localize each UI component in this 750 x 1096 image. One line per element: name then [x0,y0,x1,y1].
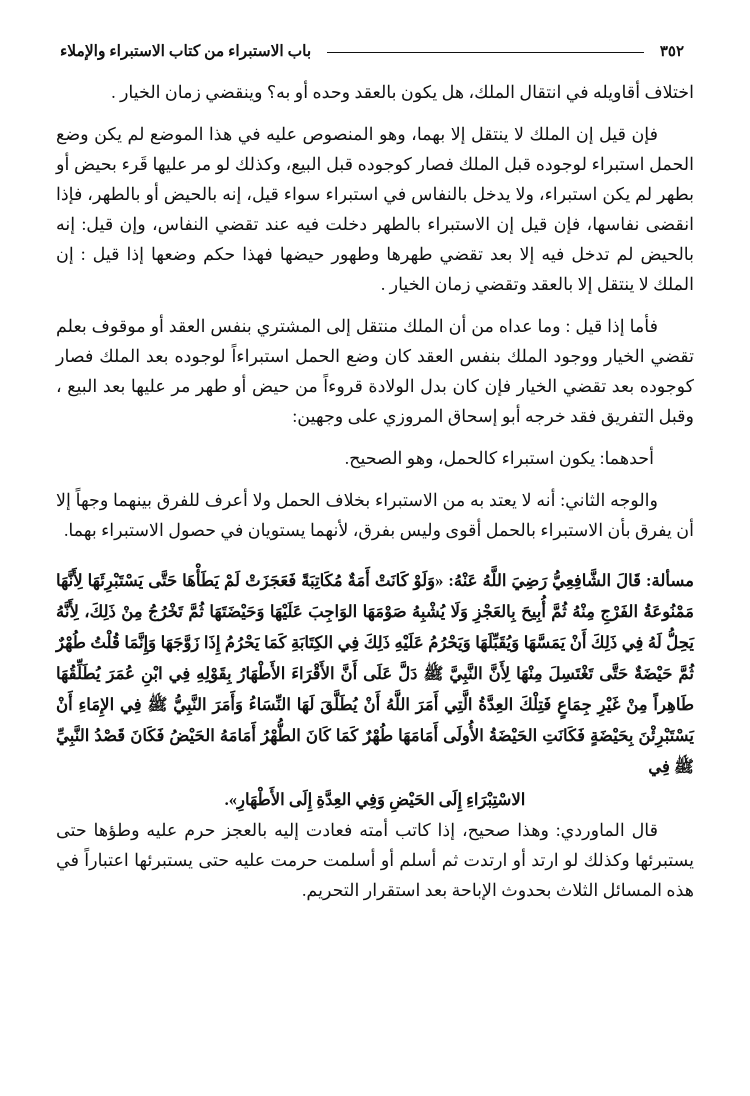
header-divider [327,52,644,53]
paragraph: فأما إذا قيل : وما عداه من أن الملك منتقل إلى المشتري بنفس العقد أو موقوف بعلم تقضي الخيار ووجود الملك بنفس العقد كان وضع الحمل استبراءاً لوجوده بعد الملك فصار كوجوده بعد تقضي الخيار فإن كان بدل الولادة قروءاً من حيض أو طهر مر عليها بعد البيع ، وقبل التفريق فقد خرجه أبو إسحاق المروزي على وجهين: [56,316,694,426]
paragraph: والوجه الثاني: أنه لا يعتد به من الاستبراء بخلاف الحمل ولا أعرف للفرق بينهما وجهاً إلا أن يفرق بأن الاستبراء بالحمل أقوى وليس بفرق، لأنهما يستويان في حصول الاستبراء بهما. [56,490,694,540]
page-header [56,42,694,61]
quote-text: «وَلَوْ كَانَتْ أَمَةٌ مُكَاتِبَةً فَعَجَزَتْ لَمْ يَطَأْهَا حَتَّى يَسْتَبْرِئَهَا لِأَنَّهَا مَمْنُوعَةُ الفَرْجِ مِنْهُ ثُمَّ أُبِيحَ بِالعَجْزِ وَلَا يُشْبِهُ صَوْمَهَا الوَاجِبَ عَلَيْهَا وَحَيْضَتَهَا ثُمَّ تَخْرُجُ مِنْ ذَلِكَ، لِأَنَّهُ يَحِلُّ لَهُ فِي ذَلِكَ أَنْ يَمَسَّهَا وَيُقَبِّلَهَا وَيَحْرُمُ عَلَيْهِ ذَلِكَ فِي الكِتَابَةِ كَمَا يَحْرُمُ إِذَا زَوَّجَهَا وَإِنَّمَا قُلْتُ طُهْرٌ ثُمَّ حَيْضَةٌ حَتَّى تَغْتَسِلَ مِنْهَا لِأَنَّ النَّبِيَّ ﷺ دَلَّ عَلَى أَنَّ الأَقْرَاءَ الأَطْهَارُ بِقَوْلِهِ فِي ابْنِ عُمَرَ يُطَلِّقُهَا طَاهِراً مِنْ غَيْرِ جِمَاعٍ فَتِلْكَ العِدَّةُ الَّتِي أَمَرَ اللَّهُ أَنْ يُطَلَّقَ لَهَا النِّسَاءُ وَأَمَرَ النَّبِيُّ ﷺ فِي الإِمَاءِ أَنْ يَسْتَبْرِئْنَ بِحَيْضَةٍ فَكَانَتِ الحَيْضَةُ الأُولَى أَمَامَهَا طُهْرٌ كَمَا كَانَ الطُّهْرُ أَمَامَهُ الحَيْضُ فَكَانَ قَصْدُ النَّبِيِّ ﷺ فِي [56,571,694,776]
quote-last-line: الاسْتِبْرَاءِ إِلَى الحَيْضِ وَفِي العِدَّةِ إِلَى الأَطْهَارِ». [224,790,526,809]
page-body [56,77,694,905]
quoted-passage [56,565,694,815]
paragraph: أحدهما: يكون استبراء كالحمل، وهو الصحيح. [344,448,654,468]
quote-attribution: مسألة: قَالَ الشَّافِعِيُّ رَضِيَ اللَّهُ عَنْهُ: [448,571,695,590]
paragraph: فإن قيل إن الملك لا ينتقل إلا بهما، وهو المنصوص عليه في هذا الموضع لم يكن وضع الحمل استبراء لوجوده قبل الملك فصار كوجوده قبل البيع، وكذلك لو مر عليها قَرء بحيض أو بطهر لم يكن استبراء، ولا يدخل بالنفاس في استبراء سواء قيل، إنه بالحيض أو بالطهر، فإذا انقضى نفاسها، فإن قيل إن الاستبراء بالطهر دخلت فيه عند تقضي النفاس، وإن قيل: إنه بالحيض لم تدخل فيه إلا بعد تقضي طهرها وطهور حيضها فهذا حكم وضعها إذا قيل : إن الملك لا ينتقل إلا بالعقد وتقضي زمان الخيار . [56,124,694,294]
paragraph: اختلاف أقاويله في انتقال الملك، هل يكون بالعقد وحده أو به؟ وينقضي زمان الخيار . [111,82,694,102]
page-number: ٣٥٢ [659,44,684,60]
paragraph: قال الماوردي: وهذا صحيح، إذا كاتب أمته فعادت إليه بالعجز حرم عليه وطؤها حتى يستبرئها وكذلك لو ارتد أو ارتدت ثم أسلم أو أسلمت حرمت عليه حتى يستبرئها اعتباراً في هذه المسائل الثلاث بحدوث الإباحة بعد استقرار التحريم. [56,820,694,900]
header-title: باب الاستبراء من كتاب الاستبراء والإملاء [60,43,312,60]
